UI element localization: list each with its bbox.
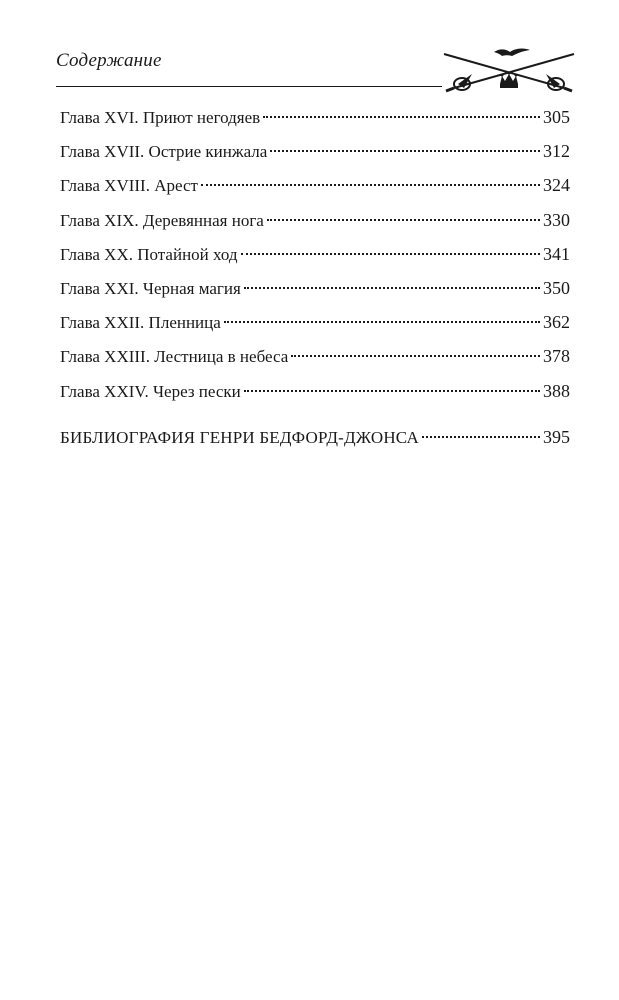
toc-entry-title: Глава XXIV. Через пески [60, 381, 241, 401]
dot-leader [270, 150, 540, 152]
dot-leader [201, 184, 540, 186]
toc-entry-page: 341 [543, 243, 570, 264]
toc-entry-page: 324 [543, 175, 570, 196]
toc-entry[interactable] [60, 134, 570, 168]
toc-entry[interactable] [60, 374, 570, 408]
page-header [56, 44, 576, 96]
header-rule [56, 86, 442, 87]
toc-entry-page: 388 [543, 380, 570, 401]
dot-leader [263, 116, 540, 118]
dot-leader [241, 253, 540, 255]
toc-entry-title: Глава XXI. Черная магия [60, 278, 241, 298]
toc-entry-page: 330 [543, 209, 570, 230]
toc-entry[interactable] [60, 305, 570, 339]
dot-leader [291, 355, 540, 357]
dot-leader [244, 390, 540, 392]
toc-entry-title: Глава XVIII. Арест [60, 176, 198, 196]
toc-entry-title: Глава XXIII. Лестница в небеса [60, 347, 289, 367]
table-of-contents [60, 100, 570, 454]
toc-entry-title: Глава XXII. Пленница [60, 313, 221, 333]
toc-entry-title: Глава XIX. Деревянная нога [60, 210, 264, 230]
toc-entry-title: БИБЛИОГРАФИЯ ГЕНРИ БЕДФОРД-ДЖОНСА [60, 427, 419, 447]
running-head: Содержание [56, 50, 162, 71]
toc-entry-page: 395 [543, 426, 570, 447]
toc-entry[interactable] [60, 339, 570, 373]
toc-entry-title: Глава XVI. Приют негодяев [60, 108, 261, 127]
dot-leader [267, 219, 540, 221]
toc-entry-title: Глава XVII. Острие кинжала [60, 142, 268, 162]
dot-leader [244, 287, 540, 289]
crossed-swords-crown-eagle-icon [442, 44, 576, 96]
toc-entry-page: 305 [543, 107, 570, 127]
toc-entry-page: 378 [543, 346, 570, 367]
toc-entry-title: Глава XX. Потайной ход [60, 244, 238, 264]
toc-entry[interactable] [60, 168, 570, 202]
toc-entry-bibliography[interactable] [60, 420, 570, 454]
toc-entry-page: 350 [543, 277, 570, 298]
toc-entry[interactable] [60, 271, 570, 305]
toc-entry[interactable] [60, 100, 570, 134]
dot-leader [422, 436, 540, 438]
dot-leader [224, 321, 540, 323]
toc-entry[interactable] [60, 237, 570, 271]
toc-entry[interactable] [60, 203, 570, 237]
toc-entry-page: 312 [543, 141, 570, 162]
toc-entry-page: 362 [543, 312, 570, 333]
